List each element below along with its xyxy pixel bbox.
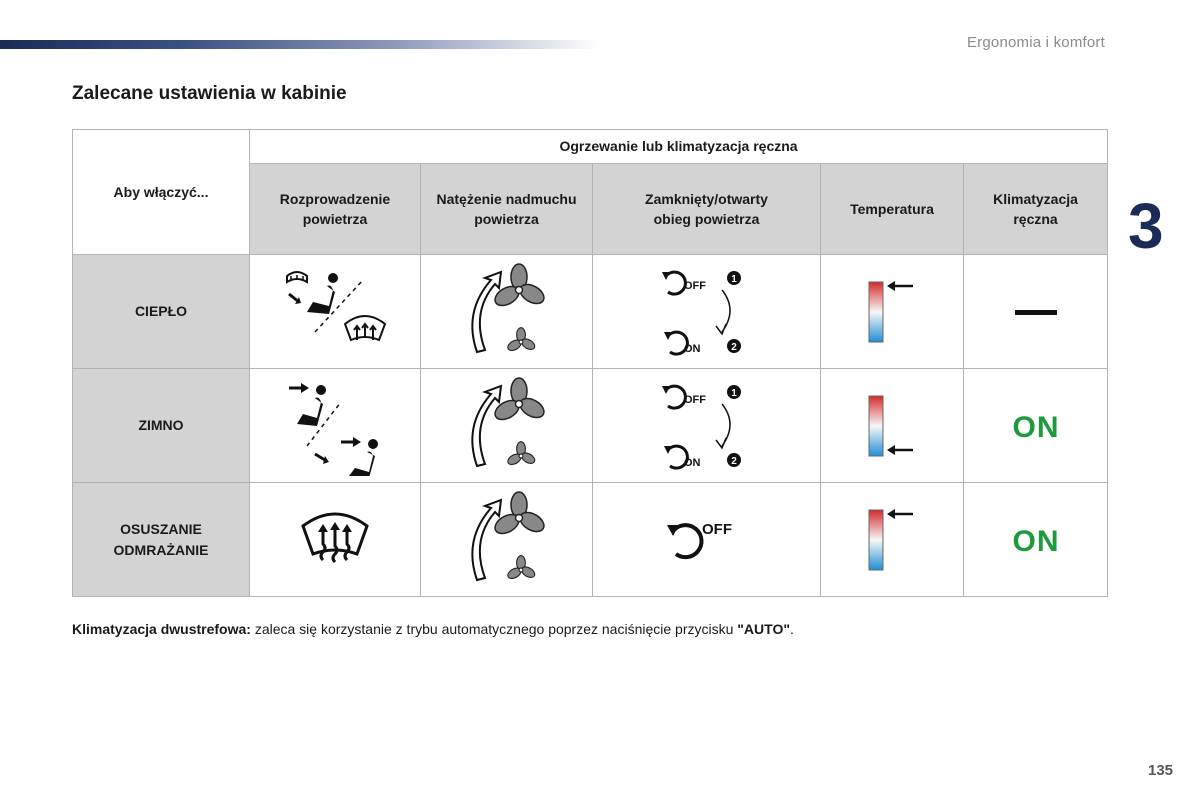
recirculation-icon bbox=[652, 376, 762, 476]
row-label-line: OSUSZANIE bbox=[120, 521, 202, 538]
blower-cell bbox=[421, 255, 593, 369]
recirc-off-label: OFF bbox=[683, 393, 706, 406]
row-label: CIEPŁO bbox=[73, 255, 250, 369]
column-header-label: Natężenie nadmuchu powietrza bbox=[436, 190, 577, 227]
row-label: ZIMNO bbox=[73, 369, 250, 483]
footnote bbox=[72, 621, 794, 637]
temperature-gauge-icon bbox=[857, 500, 927, 580]
recirculation-cell bbox=[593, 369, 821, 483]
column-header bbox=[250, 164, 421, 255]
blower-cell bbox=[421, 369, 593, 483]
recirc-off-label: OFF bbox=[683, 279, 706, 292]
column-header-label: Zamknięty/otwarty obieg powietrza bbox=[645, 190, 768, 227]
ac-on-label: ON bbox=[1012, 524, 1060, 558]
settings-table bbox=[72, 129, 1108, 597]
temperature-cell bbox=[821, 255, 964, 369]
column-header: Temperatura bbox=[821, 164, 964, 255]
fan-intensity-icon bbox=[457, 262, 557, 362]
column-header-label: Klimatyzacja ręczna bbox=[993, 190, 1078, 227]
ac-cell bbox=[964, 369, 1108, 483]
air-distribution-cell bbox=[250, 483, 421, 597]
group-header: Ogrzewanie lub klimatyzacja ręczna bbox=[250, 130, 1108, 164]
header-gradient-bar bbox=[0, 40, 600, 49]
recirc-on-label: ON bbox=[683, 342, 700, 355]
footnote-end: . bbox=[789, 621, 794, 637]
temperature-gauge-icon bbox=[857, 272, 927, 352]
page-number: 135 bbox=[1148, 762, 1174, 779]
row-label bbox=[73, 483, 250, 597]
ac-on-label: ON bbox=[1012, 410, 1060, 444]
seat-face-feet-icon bbox=[275, 376, 395, 476]
corner-header: Aby włączyć... bbox=[73, 130, 250, 255]
ac-cell bbox=[964, 255, 1108, 369]
recirc-on-label: ON bbox=[683, 456, 700, 469]
column-header bbox=[421, 164, 593, 255]
column-header-label: Rozprowadzenie powietrza bbox=[279, 190, 391, 227]
ac-cell bbox=[964, 483, 1108, 597]
recirculation-cell bbox=[593, 483, 821, 597]
step-two-label: 2 bbox=[730, 455, 737, 467]
column-header bbox=[964, 164, 1108, 255]
temperature-cell bbox=[821, 369, 964, 483]
recirculation-off-icon bbox=[652, 500, 762, 580]
recirc-off-label: OFF bbox=[701, 520, 732, 538]
ac-on-indicator bbox=[996, 406, 1076, 446]
air-distribution-cell bbox=[250, 369, 421, 483]
windshield-defrost-icon bbox=[275, 490, 395, 590]
air-distribution-cell bbox=[250, 255, 421, 369]
chapter-number: 3 bbox=[1128, 190, 1164, 262]
fan-intensity-icon bbox=[457, 376, 557, 476]
seat-feet-defrost-icon bbox=[275, 262, 395, 362]
column-header bbox=[593, 164, 821, 255]
temperature-gauge-icon bbox=[857, 386, 927, 466]
step-one-label: 1 bbox=[730, 273, 737, 285]
temperature-cell bbox=[821, 483, 964, 597]
fan-intensity-icon bbox=[457, 490, 557, 590]
ac-dash-symbol bbox=[1001, 292, 1071, 332]
step-two-label: 2 bbox=[730, 341, 737, 353]
recirculation-cell bbox=[593, 255, 821, 369]
footnote-text: zaleca się korzystanie z trybu automatycznego poprzez naciśnięcie przycisku bbox=[250, 621, 738, 637]
recirculation-icon bbox=[652, 262, 762, 362]
footnote-bold: Klimatyzacja dwustrefowa: bbox=[72, 621, 251, 637]
step-one-label: 1 bbox=[730, 387, 737, 399]
section-title: Ergonomia i komfort bbox=[966, 34, 1105, 51]
page-title: Zalecane ustawienia w kabinie bbox=[72, 83, 347, 104]
row-label-line: ODMRAŻANIE bbox=[113, 541, 209, 558]
footnote-auto: "AUTO" bbox=[737, 621, 790, 637]
blower-cell bbox=[421, 483, 593, 597]
ac-on-indicator bbox=[996, 520, 1076, 560]
